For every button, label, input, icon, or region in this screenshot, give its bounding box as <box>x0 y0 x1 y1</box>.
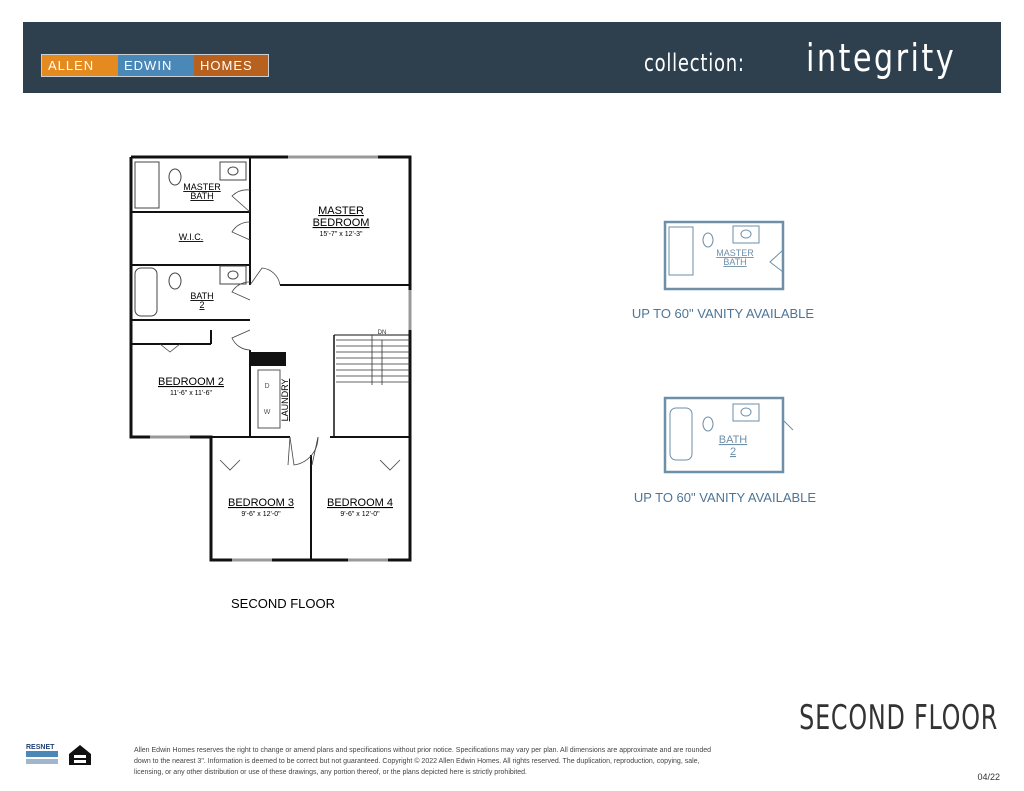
plan-caption: SECOND FLOOR <box>230 596 336 611</box>
label-master-bath-2: BATH <box>190 191 214 201</box>
page-title-second-floor: SECOND FLOOR <box>798 698 998 738</box>
label-bath2-2: 2 <box>199 300 205 310</box>
label-bedroom3: BEDROOM 3 <box>227 497 295 509</box>
label-master-bedroom-1: MASTER <box>318 205 364 217</box>
option1-label-2: BATH <box>723 257 747 267</box>
label-bedroom2: BEDROOM 2 <box>157 376 225 388</box>
washer-dryer <box>258 370 280 428</box>
label-master-bedroom-dim: 15'-7" x 12'-3" <box>319 231 363 238</box>
chase-block <box>250 352 286 366</box>
label-laundry: LAUNDRY <box>280 378 290 422</box>
logo-word-homes: HOMES <box>194 55 268 76</box>
equal-housing-icon <box>66 741 94 769</box>
label-wic: W.I.C. <box>178 232 204 242</box>
label-master-bedroom-2: BEDROOM <box>312 217 370 229</box>
label-bedroom2-dim: 11'-6" x 11'-6" <box>169 390 213 397</box>
label-bath2-1: BATH <box>190 291 214 301</box>
logo-word-allen: ALLEN <box>42 55 118 76</box>
logo-word-edwin: EDWIN <box>118 55 194 76</box>
option2-note: UP TO 60" VANITY AVAILABLE <box>633 490 817 505</box>
svg-text:RESNET: RESNET <box>26 744 55 751</box>
collection-name: integrity <box>806 36 957 80</box>
label-bedroom4-dim: 9'-6" x 12'-0" <box>340 511 380 518</box>
label-bedroom4: BEDROOM 4 <box>326 497 394 509</box>
label-stairs-dn: DN <box>377 330 387 336</box>
label-dryer: D <box>264 383 270 390</box>
option2-label-2: 2 <box>729 446 737 458</box>
label-bedroom3-dim: 9'-6" x 12'-0" <box>241 511 281 518</box>
option1-note: UP TO 60" VANITY AVAILABLE <box>631 306 815 321</box>
revision-date: 04/22 <box>977 772 1000 782</box>
collection-label: collection: <box>644 49 745 77</box>
disclaimer-text: Allen Edwin Homes reserves the right to change or amend plans and specifications without prior notice. Specifications may vary per plan. All dimensions are approximate and are rounded down to the nearest 3". Information is deemed to be correct but not guaranteed. Copyright © 2022 Allen Edwin Homes. All rights reserved. The duplication, reproduction, copying, sale, licensing, or any other distribution or use of these drawings, any portion thereof, or the plans depicted here is strictly prohibited. <box>134 747 712 776</box>
option2-label-1: BATH <box>718 434 748 446</box>
label-master-bath-1: MASTER <box>183 182 221 192</box>
option1-label-1: MASTER <box>716 248 754 258</box>
stairs <box>336 335 410 385</box>
label-washer: W <box>263 409 271 416</box>
resnet-logo <box>25 742 59 766</box>
